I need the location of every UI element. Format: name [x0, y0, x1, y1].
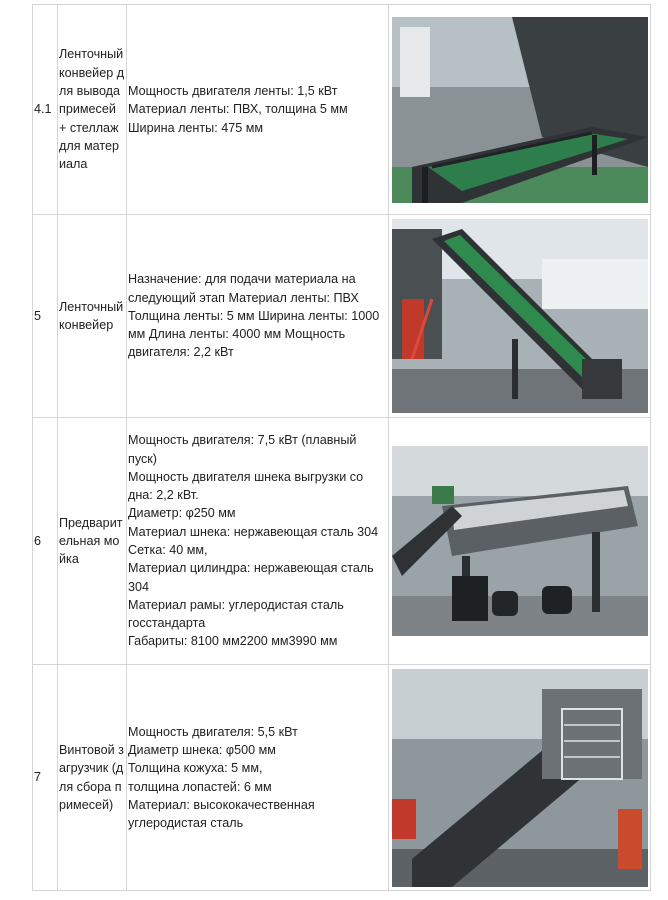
param-line: Диаметр шнека: φ500 мм [128, 742, 276, 757]
inclined-conveyor-photo [392, 219, 648, 413]
equipment-name: Ленточный конвейер [58, 215, 127, 418]
equipment-name: Ленточный конвейер для вывода примесей + стеллаж для материала [58, 5, 127, 215]
param-line: Сетка: 40 мм, [128, 543, 208, 557]
table-row [33, 418, 651, 665]
param-line: Диаметр: φ250 мм [128, 506, 236, 521]
equipment-name: Винтовой загрузчик (для сбора примесей) [58, 665, 127, 891]
param-line: Назначение: для подачи материала на следующий этап Материал ленты: ПВХ Толщина ленты: 5 мм Ширина ленты: 1000 мм Длина ленты: 4000 мм Мощность двигателя: 2,2 кВт [128, 272, 380, 360]
equipment-spec-table [32, 4, 651, 891]
param-line: Толщина кожуха: 5 мм, [128, 761, 263, 776]
param-line: толщина лопастей: 6 мм [128, 779, 272, 794]
param-line: Мощность двигателя шнека выгрузки со дна: 2,2 кВт. [128, 469, 364, 503]
table-row [33, 215, 651, 418]
equipment-photo-cell [389, 665, 651, 891]
row-number: 5 [33, 215, 58, 418]
row-number: 4.1 [33, 5, 58, 215]
param-line: Габариты: 8100 мм2200 мм3990 мм [128, 634, 338, 649]
param-line: Мощность двигателя: 7,5 кВт (плавный пуск) [128, 433, 357, 466]
param-line: Материал рамы: углеродистая сталь госстандарта [128, 597, 344, 631]
row-number: 6 [33, 418, 58, 665]
equipment-parameters [127, 665, 389, 891]
param-line: Ширина ленты: 475 мм [128, 120, 264, 135]
equipment-photo-cell [389, 215, 651, 418]
equipment-parameters [127, 418, 389, 665]
equipment-photo-cell [389, 5, 651, 215]
param-line: Мощность двигателя: 5,5 кВт [128, 724, 298, 739]
equipment-name: Предварительная мойка [58, 418, 127, 665]
param-line: Материал: высококачественная углеродистая сталь [128, 797, 315, 831]
belt-conveyor-photo [392, 17, 648, 203]
param-line: Материал цилиндра: нержавеющая сталь 304 [128, 561, 374, 594]
table-row [33, 665, 651, 891]
param-line: Материал шнека: нержавеющая сталь 304 [128, 524, 379, 539]
equipment-photo-cell [389, 418, 651, 665]
equipment-parameters [127, 215, 389, 418]
screw-loader-photo [392, 669, 648, 887]
param-line: Материал ленты: ПВХ, толщина 5 мм [128, 102, 348, 117]
param-line: Мощность двигателя ленты: 1,5 кВт [128, 84, 338, 99]
table-row [33, 5, 651, 215]
equipment-parameters [127, 5, 389, 215]
pre-washer-photo [392, 446, 648, 636]
row-number: 7 [33, 665, 58, 891]
